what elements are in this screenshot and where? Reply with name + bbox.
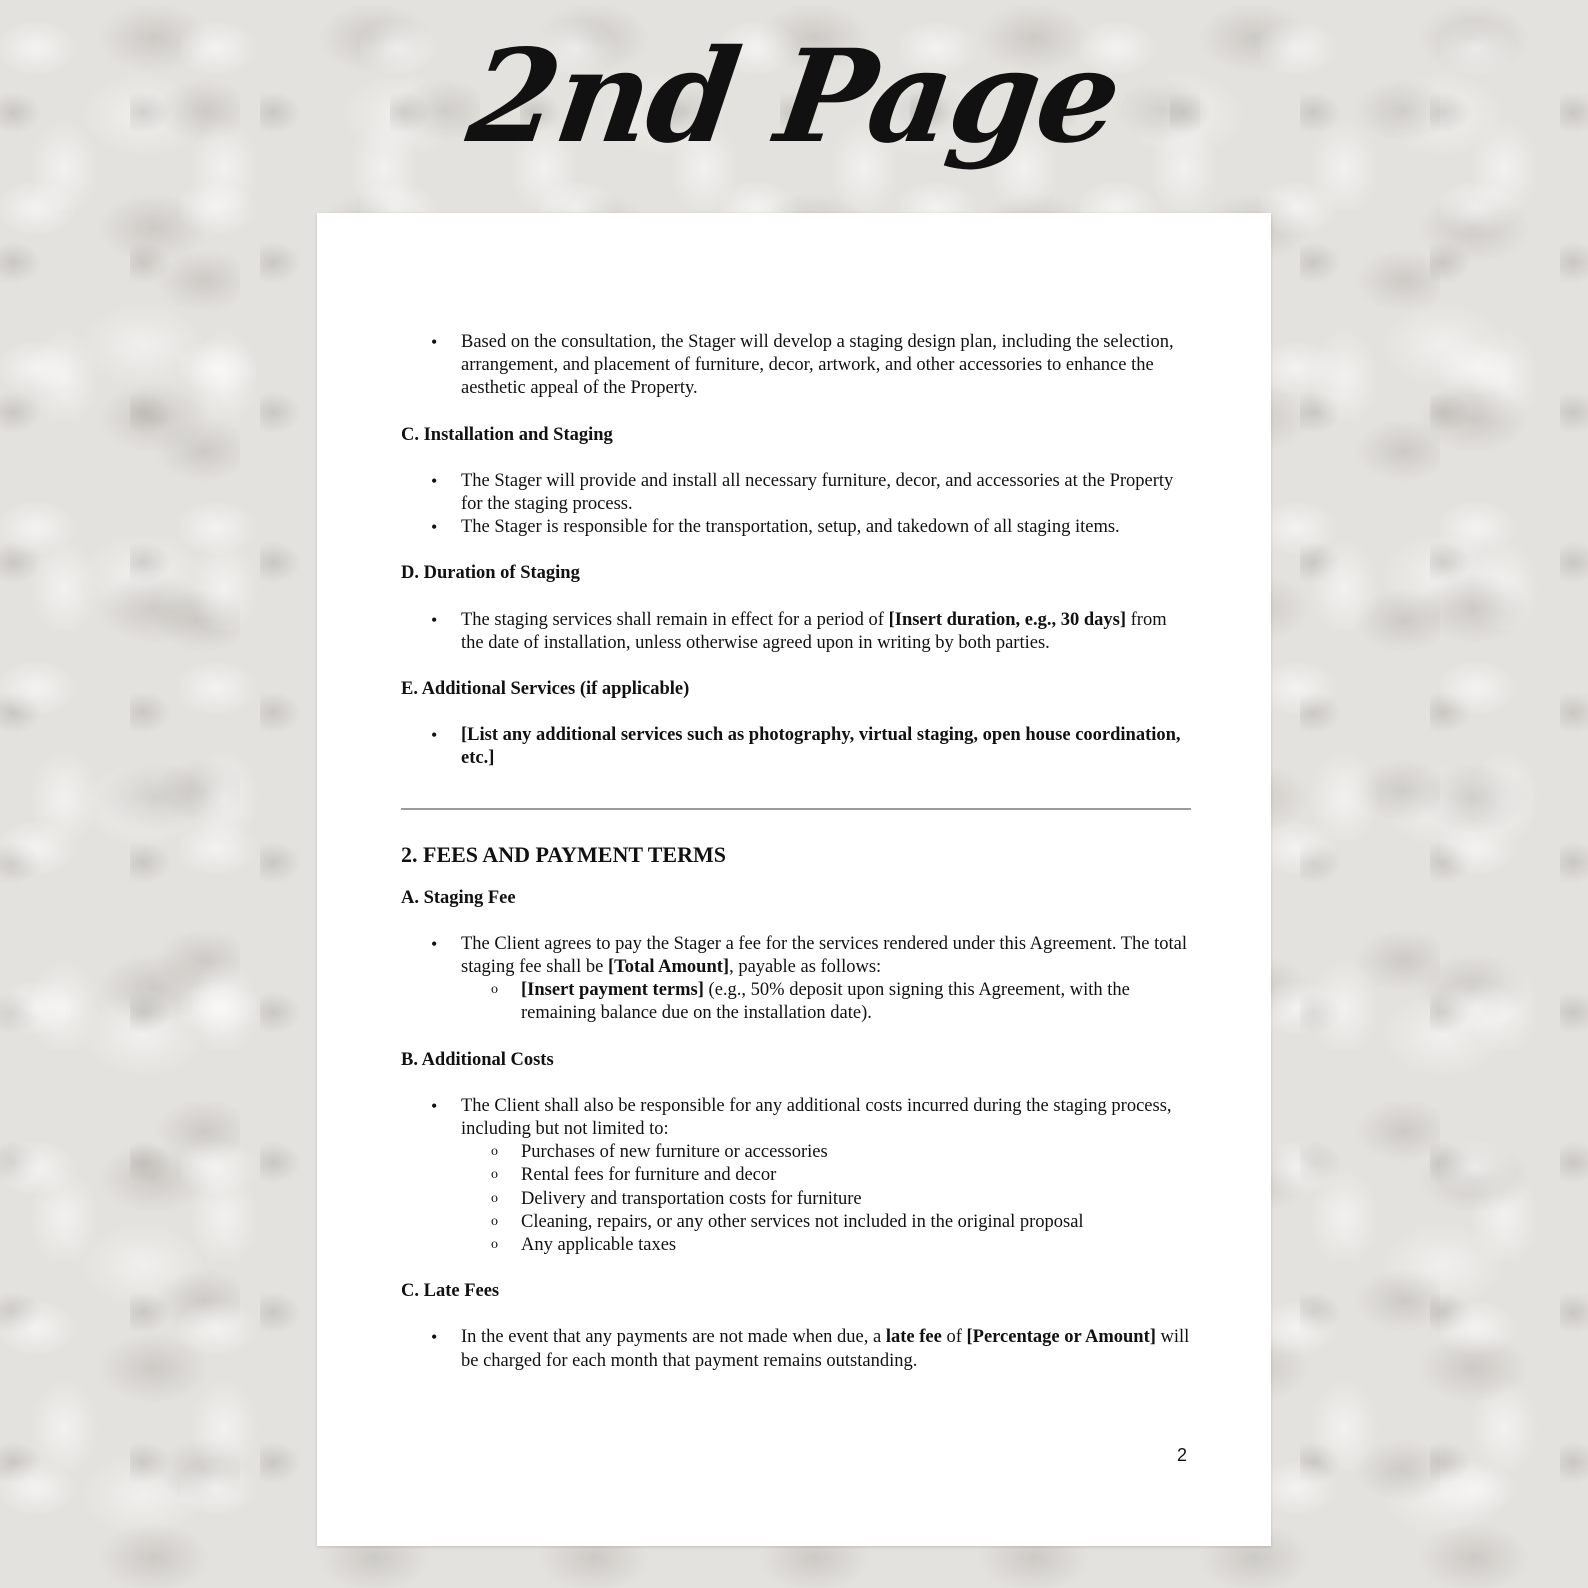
list-item <box>461 1326 1191 1372</box>
duration-text-pre: The staging services shall remain in effect for a period of <box>461 609 889 630</box>
late-fee-term: late fee <box>885 1327 942 1348</box>
staging-fee-text-pre: The Client agrees to pay the Stager a fee for the services rendered under this Agreement. The total staging fee shall be <box>461 933 1188 978</box>
sublist-item: o Rental fees for furniture and decor <box>521 1164 1191 1187</box>
section-title-fees: 2. FEES AND PAYMENT TERMS <box>401 841 726 867</box>
duration-text-post: from the date of installation, unless otherwise agreed upon in writing by both parties. <box>461 609 1167 653</box>
sublist-item: o Any applicable taxes <box>521 1234 1191 1257</box>
document-page <box>317 213 1271 1546</box>
staging-fee-list <box>401 933 1191 1026</box>
section-heading-duration: D. Duration of Staging <box>401 563 580 584</box>
sublist-item <box>521 979 1191 1025</box>
late-fee-text-pre: In the event that any payments are not made when due, a <box>461 1327 886 1348</box>
installation-list <box>401 470 1191 540</box>
page-banner-title: 2nd Page <box>460 22 1128 172</box>
list-item: • The Stager will provide and install all necessary furniture, decor, and accessories at the Property for the staging process. <box>461 470 1191 516</box>
sublist-item: o Cleaning, repairs, or any other services not included in the original proposal <box>521 1211 1191 1234</box>
list-item <box>461 609 1191 655</box>
list-item <box>461 1095 1191 1257</box>
staging-fee-text-post: , payable as follows: <box>729 957 882 978</box>
late-fee-text-mid: of <box>941 1327 967 1348</box>
total-amount-placeholder: [Total Amount] <box>607 957 730 978</box>
list-item <box>461 933 1191 1026</box>
list-item <box>461 724 1191 770</box>
section-heading-additional-services: E. Additional Services (if applicable) <box>401 679 690 700</box>
late-fee-placeholder: [Percentage or Amount] <box>966 1327 1156 1348</box>
section-heading-installation: C. Installation and Staging <box>401 424 613 445</box>
duration-placeholder: [Insert duration, e.g., 30 days] <box>888 609 1126 630</box>
section-heading-staging-fee: A. Staging Fee <box>401 887 516 908</box>
additional-costs-text: The Client shall also be responsible for any additional costs incurred during the staging process, including but not limited to: <box>461 1095 1172 1140</box>
sublist-item: o Delivery and transportation costs for furniture <box>521 1188 1191 1211</box>
list-item: • The Stager is responsible for the transportation, setup, and takedown of all staging items. <box>461 516 1191 539</box>
list-item: • Based on the consultation, the Stager will develop a staging design plan, including the selection, arrangement, and placement of furniture, decor, artwork, and other accessories to enhance the aesthetic appeal of the Property. <box>461 331 1191 401</box>
additional-costs-sublist <box>461 1141 1191 1257</box>
sublist-item: o Purchases of new furniture or accessories <box>521 1141 1191 1164</box>
design-plan-list <box>401 331 1191 401</box>
payment-terms-text: (e.g., 50% deposit upon signing this Agreement, with the remaining balance due on the installation date). <box>521 980 1130 1024</box>
section-heading-late-fees: C. Late Fees <box>401 1281 500 1302</box>
payment-terms-sublist <box>461 979 1191 1025</box>
additional-services-placeholder: [List any additional services such as photography, virtual staging, open house coordination, etc.] <box>461 725 1181 769</box>
late-fees-list <box>401 1326 1191 1372</box>
duration-list <box>401 609 1191 655</box>
section-divider <box>401 808 1191 810</box>
section-heading-additional-costs: B. Additional Costs <box>401 1049 554 1070</box>
late-fee-text-post: will be charged for each month that payment remains outstanding. <box>461 1327 1190 1371</box>
payment-terms-placeholder: [Insert payment terms] <box>521 980 704 1001</box>
page-number: 2 <box>1176 1445 1187 1465</box>
additional-services-list <box>401 724 1191 770</box>
document-content <box>401 331 1191 1373</box>
additional-costs-list <box>401 1095 1191 1257</box>
